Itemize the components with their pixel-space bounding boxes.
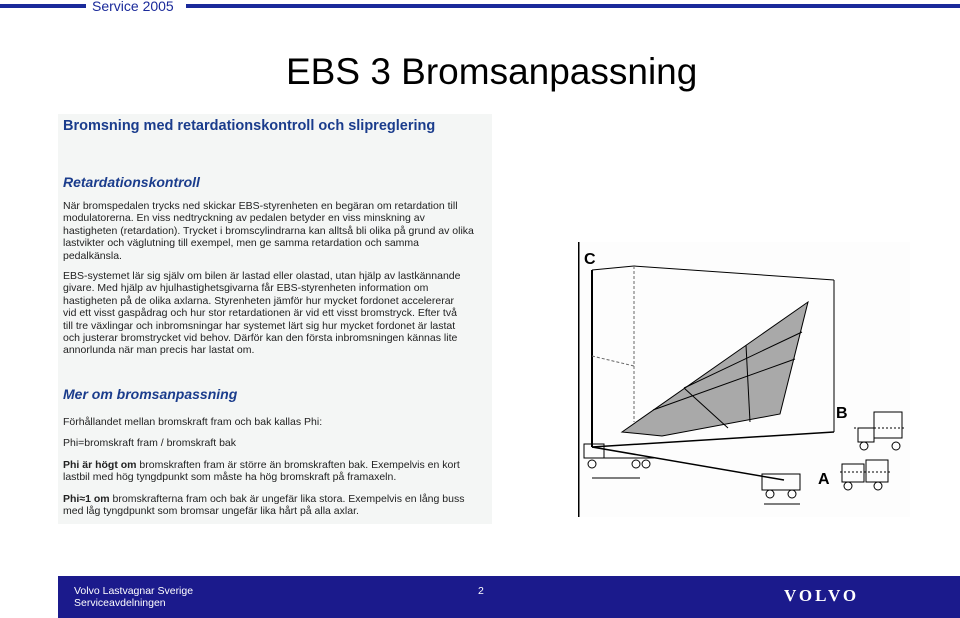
axis-b (592, 432, 834, 447)
slide-title: EBS 3 Bromsanpassning (286, 51, 698, 92)
footer-bar (58, 576, 960, 618)
subheading-retardation: Retardationskontroll (63, 174, 200, 190)
back-top-edge-2 (634, 266, 834, 280)
paragraph-5-text: bromskraften fram är större än bromskraften bak. Exempelvis en kort lastbil med hög tyngdpunkt som måste ha hög bromskraft på framaxeln. (63, 459, 460, 484)
top-rule-right (186, 4, 960, 8)
header-label: Service 2005 (92, 0, 174, 14)
truck-left-icon (584, 444, 654, 478)
paragraph-2: EBS-systemet lär sig själv om bilen är lastad eller olastad, utan hjälp av lastkännande givare. Med hjälp av hjulhastighetsgivarna får EBS-styrenheten information om hastigheten på de olika axlarna. Styrenheten jämför hur mycket fordonet accelererar vid ett visst gaspådrag och hur stor retardationen är vid ett visst bromstryck. Efter två till tre växlingar och inbromsningar har systemet lärt sig hur mycket fordonet är lastat och justerar bromstrycket vid behov. Därför kan den första inbromsningen kännas lite annorlunda när man precis har lastat om. (63, 270, 461, 357)
paragraph-5 (63, 459, 487, 484)
back-mid-edge (592, 356, 634, 366)
label-c: C (584, 251, 596, 268)
paragraph-6-text: bromskrafterna fram och bak är ungefär lika stora. Exempelvis en lång buss med låg tyngdpunkt som bromsar ungefär lika hårt på alla axlar. (63, 493, 465, 518)
truck-bottom-icon (762, 474, 800, 504)
paragraph-3: Förhållandet mellan bromskraft fram och bak kallas Phi: (63, 416, 323, 428)
paragraph-4: Phi=bromskraft fram / bromskraft bak (63, 437, 237, 449)
truck-right-lower-icon (840, 460, 890, 490)
footer-department: Serviceavdelningen (74, 597, 166, 609)
label-a: A (818, 471, 830, 488)
page-number: 2 (478, 585, 484, 597)
truck-right-upper-icon (854, 412, 904, 450)
document-heading: Bromsning med retardationskontroll och slipreglering (63, 118, 436, 134)
top-bar (0, 0, 960, 14)
diagram-svg (578, 242, 910, 517)
back-top-edge (592, 266, 634, 270)
top-rule-left (0, 4, 86, 8)
axis-a (592, 447, 784, 480)
subheading-more: Mer om bromsanpassning (63, 386, 238, 402)
paragraph-6 (63, 493, 487, 518)
volvo-logo: VOLVO (784, 586, 860, 605)
paragraph-1: När bromspedalen trycks ned skickar EBS-styrenheten en begäran om retardation till modulatorerna. En viss nedtryckning av pedalen betyder en viss minskning av hastigheten (retardation). Trycket i bromscylindrarna kan alltså bli olika på grund av olika lastvikter och väglutning till exempel, men ge samma retardation och samma pedalkänsla. (63, 200, 474, 262)
paragraph-5-bold: Phi är högt om (63, 459, 137, 471)
brake-adaptation-diagram (578, 242, 910, 517)
paragraph-6-bold: Phi≈1 om (63, 493, 110, 505)
label-b: B (836, 405, 848, 422)
footer-company: Volvo Lastvagnar Sverige (74, 585, 194, 597)
document-excerpt (58, 114, 492, 524)
